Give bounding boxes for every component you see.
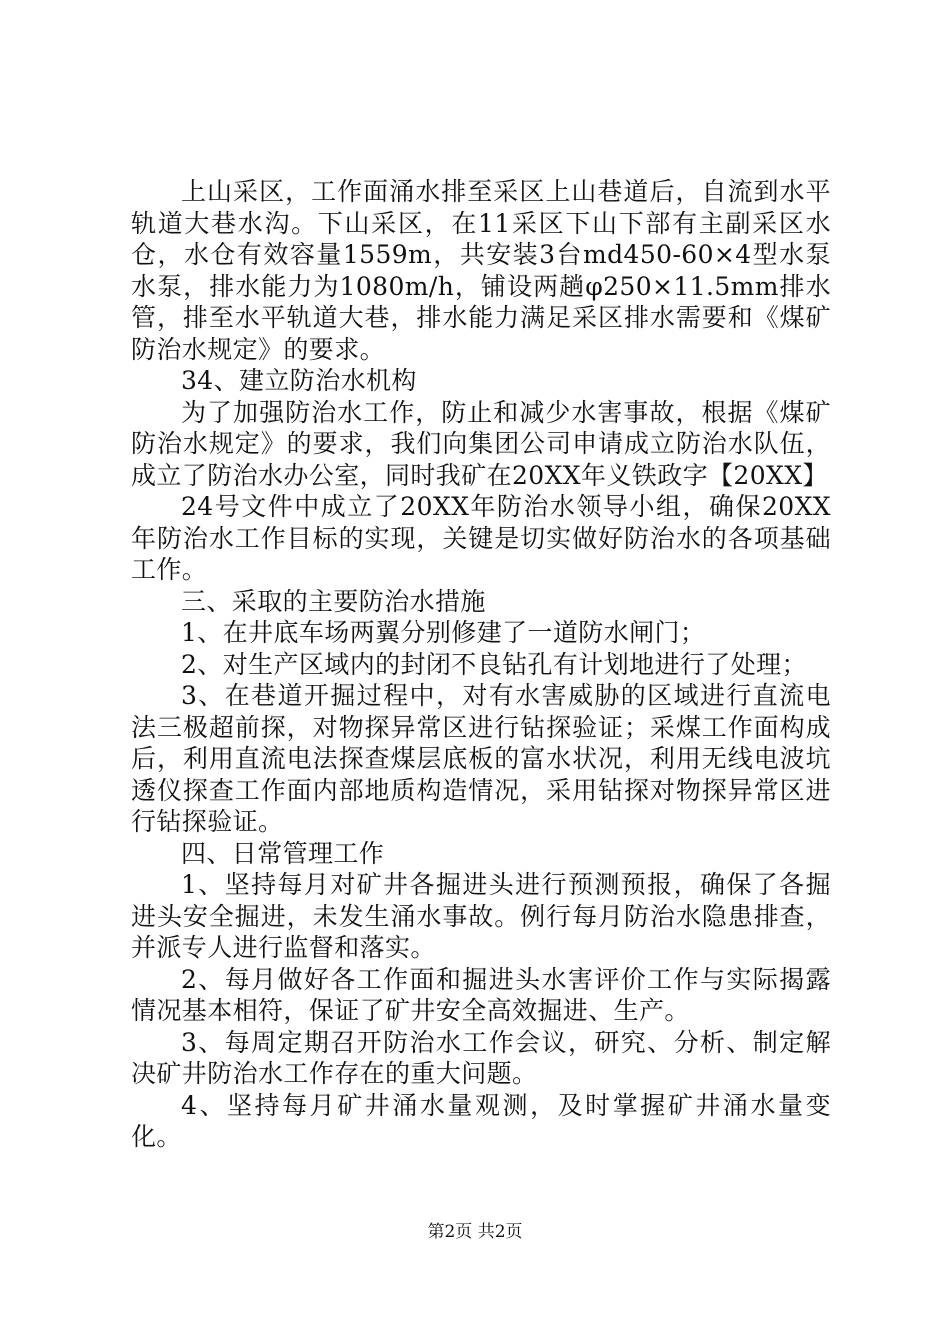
heading-main-measures: 三、采取的主要防治水措施 bbox=[181, 586, 486, 616]
list-item-measure-1: 1、在井底车场两翼分别修建了一道防水闸门； bbox=[181, 618, 706, 647]
list-item-management-1: 1、坚持每月对矿井各掘进头进行预测预报，确保了各掘进头安全掘进，未发生涌水事故。例行每月防治水隐患排查，并派专人进行监督和落实。 bbox=[131, 870, 831, 962]
list-item-measure-3: 3、在巷道开掘过程中，对有水害威胁的区域进行直流电法三极超前探，对物探异常区进行钻探验证；采煤工作面构成后，利用直流电法探查煤层底板的富水状况，利用无线电波坑透仪探查工作面内部地质构造情况，采用钻探对物探异常区进行钻探验证。 bbox=[131, 681, 831, 836]
paragraph-drainage: 上山采区，工作面涌水排至采区上山巷道后，自流到水平轨道大巷水沟。下山采区，在11采区下山下部有主副采区水仓，水仓有效容量1559m，共安装3台md450-60×4型水泵水泵，排水能力为1080m/h，铺设两趟φ250×11.5mm排水管，排至水平轨道大巷，排水能力满足采区排水需要和《煤矿防治水规定》的要求。 bbox=[131, 177, 831, 364]
document-body bbox=[131, 176, 831, 1153]
list-item-measure-2: 2、对生产区域内的封闭不良钻孔有计划地进行了处理； bbox=[181, 649, 807, 679]
list-item-management-4: 4、坚持每月矿井涌水量观测，及时掌握矿井涌水量变化。 bbox=[131, 1090, 831, 1151]
list-item-management-3: 3、每周定期召开防治水工作会议，研究、分析、制定解决矿井防治水工作存在的重大问题。 bbox=[131, 1027, 831, 1088]
paragraph-water-org: 为了加强防治水工作，防止和减少水害事故，根据《煤矿防治水规定》的要求，我们向集团公司申请成立防治水队伍，成立了防治水办公室，同时我矿在20XX年义铁政字【20XX】 bbox=[131, 397, 831, 490]
heading-water-org: 34、建立防治水机构 bbox=[181, 366, 417, 395]
heading-daily-management: 四、日常管理工作 bbox=[181, 838, 385, 868]
paragraph-leadership-group: 24号文件中成立了20XX年防治水领导小组，确保20XX年防治水工作目标的实现，关键是切实做好防治水的各项基础工作。 bbox=[131, 492, 831, 584]
list-item-management-2: 2、每月做好各工作面和掘进头水害评价工作与实际揭露情况基本相符，保证了矿井安全高效掘进、生产。 bbox=[131, 964, 831, 1025]
page-footer: 第2页 共2页 bbox=[427, 1222, 523, 1242]
